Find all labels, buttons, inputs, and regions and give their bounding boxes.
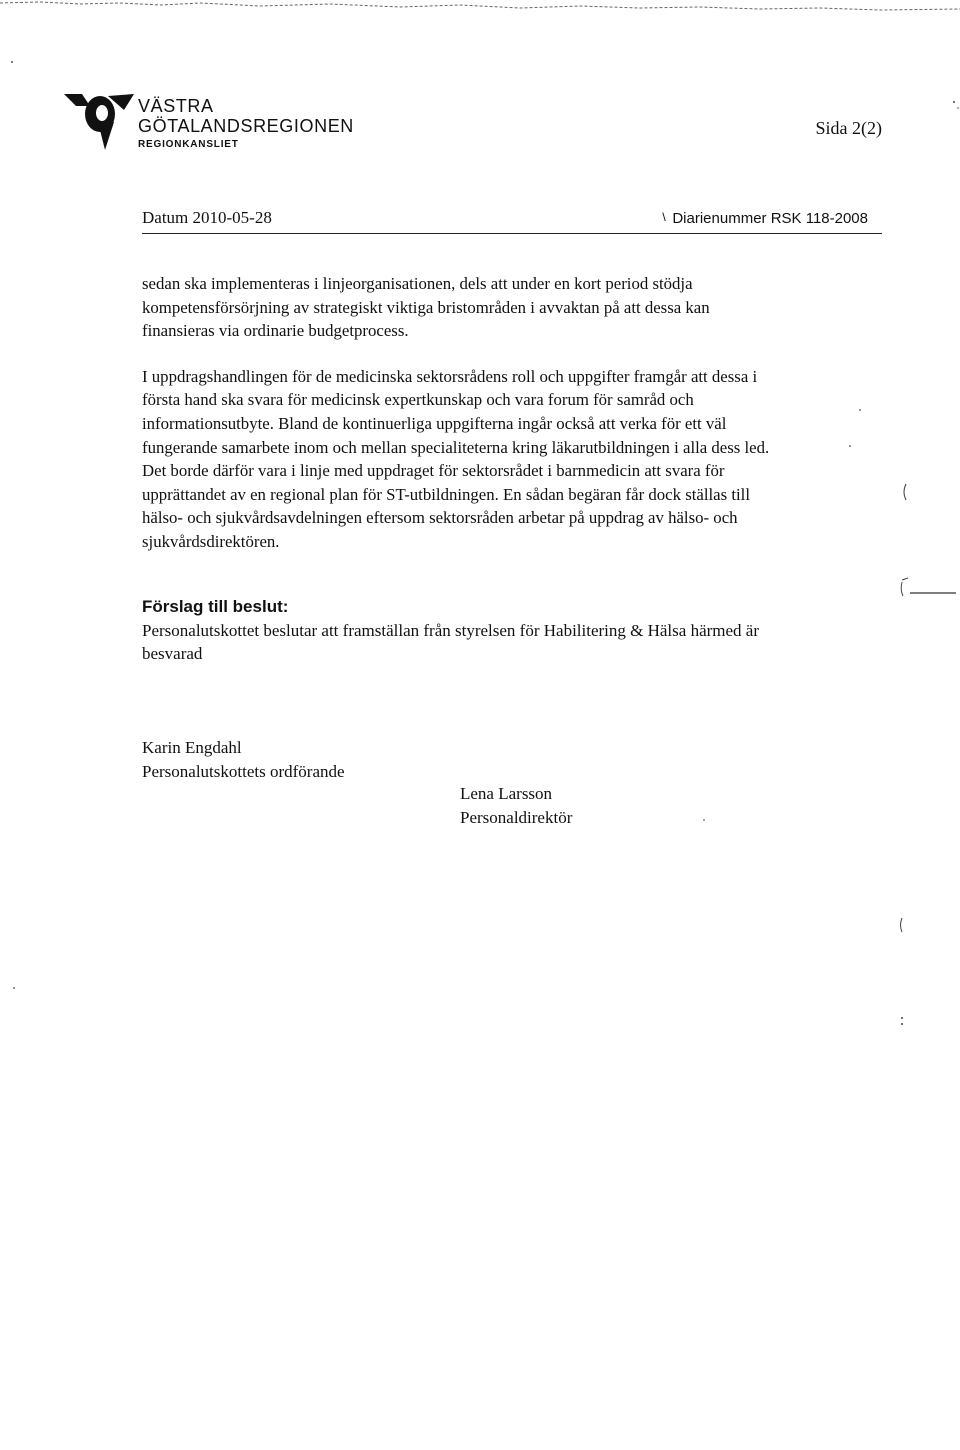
organization-name xyxy=(138,96,354,152)
signatory-title-2: Personaldirektör xyxy=(460,808,573,827)
signature-block-1 xyxy=(142,736,345,784)
diary-number-text: Diarienummer RSK 118-2008 xyxy=(672,210,868,227)
vgr-logo-icon xyxy=(62,92,136,152)
paragraph-2: I uppdragshandlingen för de medicinska sektorsrådens roll och uppgifter framgår att dessa i första hand ska svara för medicinsk expertkunskap och vara forum för samråd och informationsutbyte. Bland de kontinuerliga uppgifterna ingår också att verka för ett väl fungerande samarbete inom och mellan specialiteterna kring läkarutbildningen i alla dess led. Det borde därför vara i linje med uppdraget för sektorsrådet i barnmedicin att svara för upprättandet av en regional plan för ST-utbildningen. En sådan begäran får dock ställas till hälso- och sjukvårdsavdelningen eftersom sektorsråden arbetar på uppdrag av hälso- och sjukvårdsdirektören. xyxy=(142,366,770,551)
proposal-heading: Förslag till beslut: xyxy=(142,597,289,616)
org-department: REGIONKANSLIET xyxy=(138,139,239,150)
document-date: Datum 2010-05-28 xyxy=(142,208,272,227)
paragraph-1: sedan ska implementeras i linjeorganisationen, dels att under en kort period stödja kompetensförsörjning av strategiskt viktiga bristområden i avvaktan på att dessa kan finansieras via ordinarie budgetprocess. xyxy=(142,274,710,341)
signatory-name-2: Lena Larsson xyxy=(460,784,553,803)
page-number: Sida 2(2) xyxy=(815,118,882,138)
organization-logo xyxy=(62,92,462,172)
signatory-name-1: Karin Engdahl xyxy=(142,738,242,757)
scan-noise-top xyxy=(0,0,960,12)
org-name-line1: VÄSTRA xyxy=(138,96,214,116)
diary-number xyxy=(662,208,868,230)
scan-mark: \ xyxy=(662,210,666,224)
reference-row xyxy=(142,207,882,234)
body-text xyxy=(142,272,772,554)
signatory-title-1: Personalutskottets ordförande xyxy=(142,762,345,781)
org-name-line2: GÖTALANDSREGIONEN xyxy=(138,116,354,136)
signature-block-2 xyxy=(460,782,572,830)
proposal-text: Personalutskottet beslutar att framställan från styrelsen för Habilitering & Hälsa härmed är besvarad xyxy=(142,621,759,663)
